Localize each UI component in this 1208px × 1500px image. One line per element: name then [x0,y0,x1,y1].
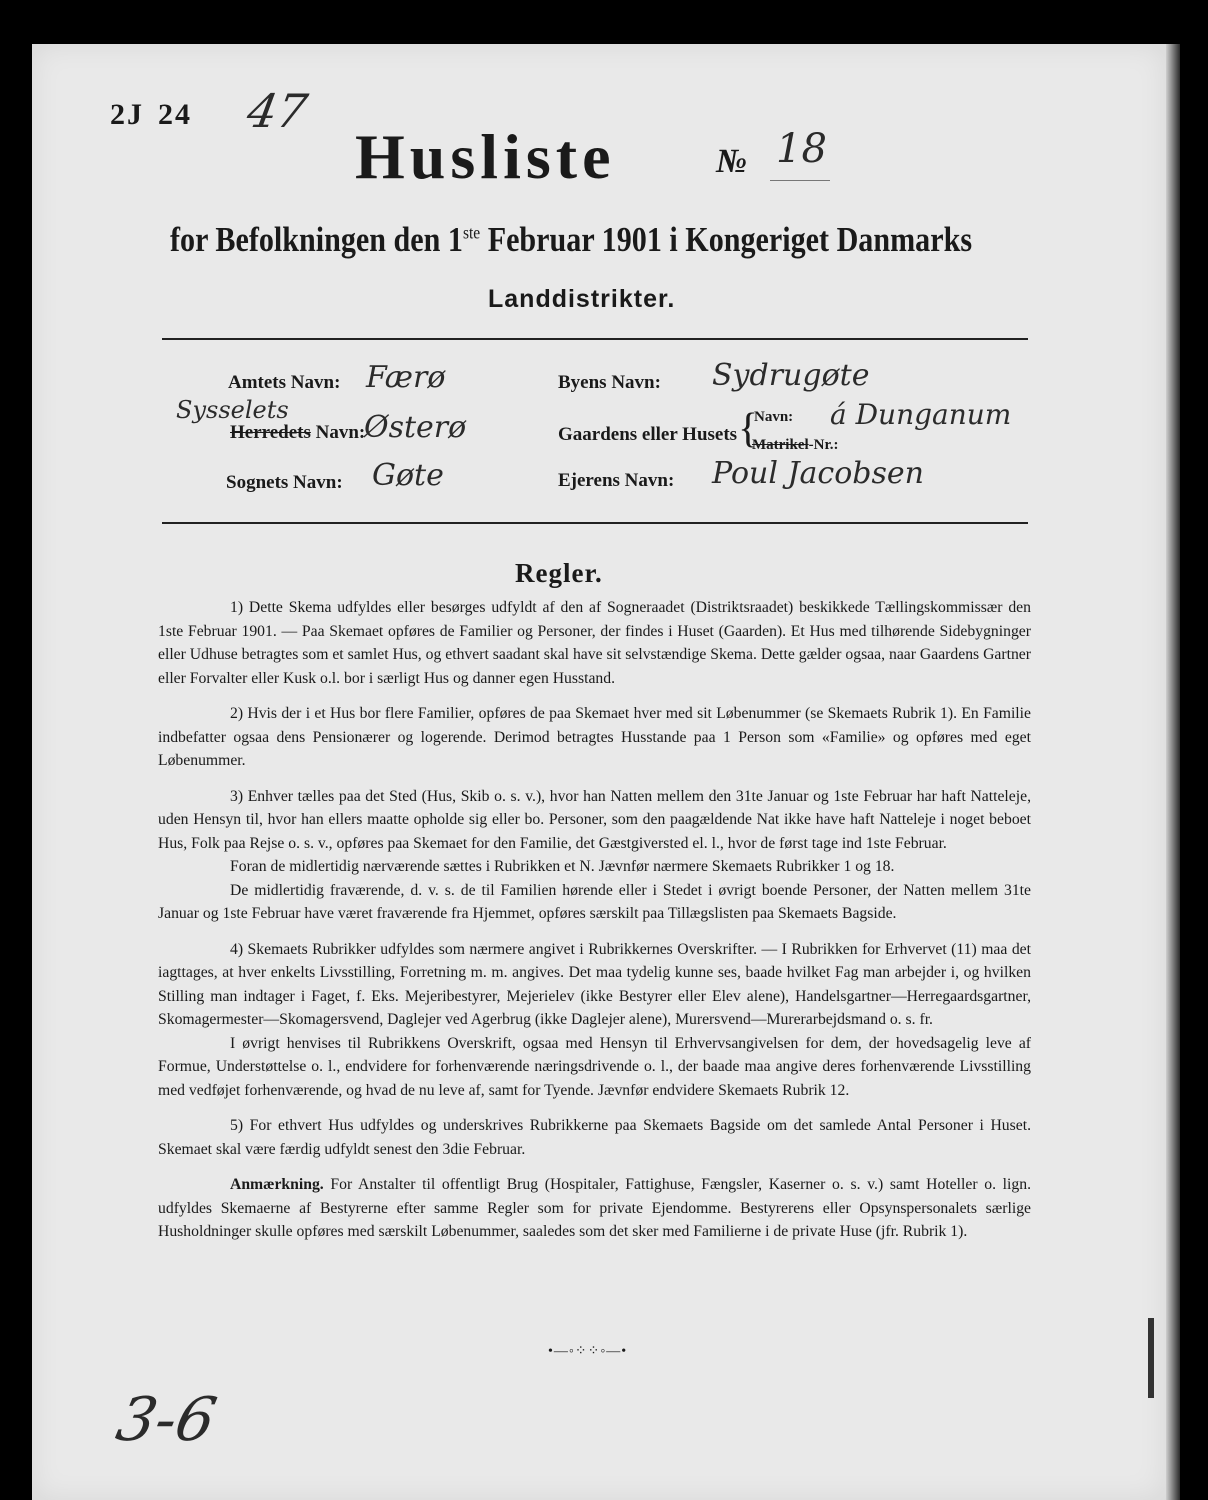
number-sign: № [716,143,748,180]
amt-label: Amtets Navn: [228,372,341,393]
page-edge [1166,44,1180,1500]
ornament-divider: •—◦⁘⁘◦—• [548,1344,628,1359]
by-value: Sydrugøte [712,358,870,393]
ejer-label: Ejerens Navn: [558,470,675,491]
rule-3: 3) Enhver tælles paa det Sted (Hus, Skib o. s. v.), hvor han Natten mellem den 31te Januar og 1ste Februar har haft Natteleje, uden Hensyn til, hvor han ellers maatte opholde sig eller bo. Personer, som den paagældende Nat ikke have haft Natteleje i noget beboet Hus, Folk paa Rejse o. s. v., opføres paa Skemaet for den Familie, det Gæstgiversted el. l., hvor de først tage ind 1ste Februar. [158,787,1031,852]
herred-label: Herredets Navn: [230,422,366,443]
bottom-divider [162,522,1028,524]
rules-heading: Regler. [515,558,603,588]
navn-label: Navn: [754,409,794,425]
top-divider [162,338,1028,340]
district-heading: Landdistrikter. [488,285,676,313]
bottom-handwritten-note: 3-6 [110,1385,223,1455]
sogn-value: Gøte [372,458,444,493]
rules-text [158,596,1031,1244]
corner-number-1: 2J [110,98,144,131]
rule-4: 4) Skemaets Rubrikker udfyldes som nærmere angivet i Rubrikkernes Overskrifter. — I Rubrikken for Erhvervet (11) maa det iagttages, at hver enkelts Livsstilling, Forretning m. m. angives. Det maa tydelig kunne ses, baade hvilket Fag man arbejder i, og hvilken Stilling man indtager i Faget, f. Eks. Mejeribestyrer, Mejerielev (ikke Bestyrer eller Elev alene), Handelsgartner—Herregaardsgartner, Skomagermester—Skomagersvend, Daglejer ved Agerbrug (ikke Daglejer alene), Murersvend—Murerarbejdsmand o. s. fr. [158,940,1031,1028]
herred-value: Østerø [364,410,467,445]
annotation-note: Anmærkning. For Anstalter til offentligt Brug (Hospitaler, Fattighuse, Fængsler, Kaserner o. s. v.) samt Hoteller o. lign. udfyldes Skemaerne af Bestyrerne efter samme Regler som for private Ejendomme. Bestyrerens eller Opsynspersonalets særlige Husholdninger skulle opføres med særskilt Løbenummer, saaledes som det sker med Familierne i de private Huse (jfr. Rubrik 1). [158,1176,1031,1240]
form-title: Husliste [355,121,616,192]
by-label: Byens Navn: [558,372,661,393]
field-brace: { [738,406,759,452]
corner-number-2: 24 [158,98,192,131]
corner-handwritten-number: 47 [243,84,312,138]
matrikel-label: Matrikel-Nr.: [752,437,839,453]
sogn-label: Sognets Navn: [226,472,343,493]
herred-correction: Sysselets [176,396,289,424]
amt-value: Færø [366,360,446,395]
rule-3-note-present: Foran de midlertidig nærværende sættes i Rubrikken et N. Jævnfør nærmere Skemaets Rubrikker 1 og 18. [230,858,895,875]
rule-1: 1) Dette Skema udfyldes eller besørges udfyldt af den af Sogneraadet (Distriktsraadet) beskikkede Tællingskommissær den 1ste Februar 1901. — Paa Skemaet opføres de Familier og Personer, der findes i Huset (Gaarden). Et Hus med tilhørende Sidebygninger eller Udhuse betragtes som et samlet Hus, og ethvert saadant skal have sit selvstændige Skema. Dette gælder ogsaa, naar Gaardens Gartner eller Forvalter eller Kusk o.l. bor i særligt Hus og danner egen Husstand. [158,599,1031,687]
side-scan-mark [1148,1318,1154,1398]
corner-numbers [110,98,192,132]
rule-5: 5) For ethvert Hus udfyldes og underskrives Rubrikkerne paa Skemaets Bagside om det samlede Antal Personer i Huset. Skemaet skal være færdig udfyldt senest den 3die Februar. [158,1117,1031,1158]
number-underline [770,180,830,181]
rule-2: 2) Hvis der i et Hus bor flere Familier, opføres de paa Skemaet hver med sit Løbenummer (se Skemaets Rubrik 1). En Familie indbefatter ogsaa dens Pensionærer og logerende. Derimod betragtes Husstande paa 1 Person som «Familie» og opføres med eget Løbenummer. [158,705,1031,769]
form-subtitle: for Befolkningen den 1ste Februar 1901 i Kongeriget Danmarks [170,220,973,259]
gaard-label: Gaardens eller Husets [558,424,738,445]
rule-3-note-absent: De midlertidig fraværende, d. v. s. de til Familien hørende eller i Stedet i øvrigt boende Personer, der Natten mellem 31te Januar og 1ste Februar have været fraværende fra Hjemmet, opføres særskilt paa Tillægslisten paa Skemaets Bagside. [158,881,1031,922]
list-number: 18 [776,126,827,172]
gaard-navn-value: á Dunganum [830,398,1012,431]
ejer-value: Poul Jacobsen [712,456,924,491]
rule-4-note: I øvrigt henvises til Rubrikkens Overskrift, ogsaa med Hensyn til Erhvervsangivelsen for dem, der hovedsagelig leve af Formue, Understøttelse o. l., endvidere for forhenværende næringsdrivende o. l., der baade maa angive deres forhenværende Livsstilling med vedføjet forhenværende, og hvad de nu leve af, samt for Tyende. Jævnfør endvidere Skemaets Rubrik 12. [158,1034,1031,1099]
